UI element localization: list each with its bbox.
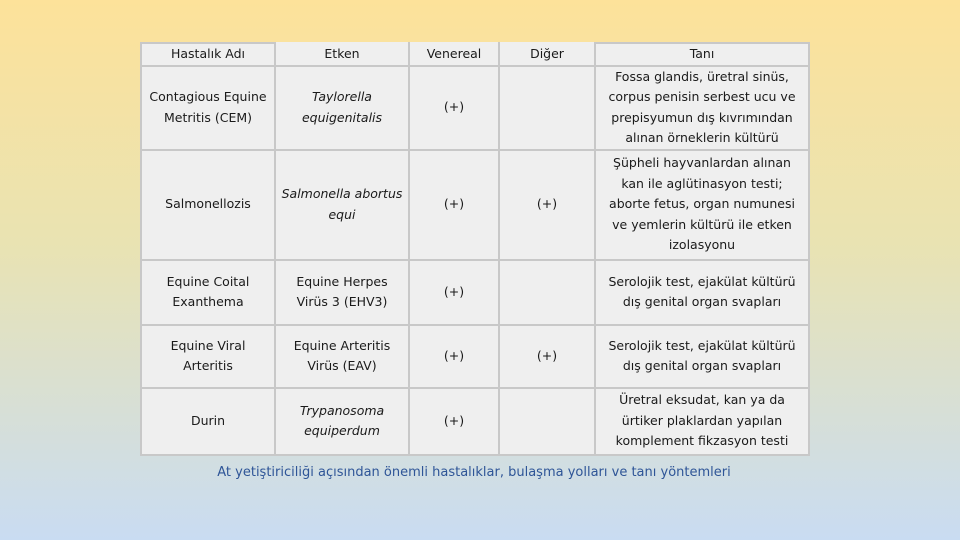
agent-cell: Trypanosoma equiperdum <box>275 388 409 455</box>
agent-cell: Salmonella abortus equi <box>275 150 409 260</box>
header-disease-name: Hastalık Adı <box>141 43 275 66</box>
other-cell <box>499 66 595 150</box>
diagnosis-cell: Serolojik test, ejakülat kültürü dış genital organ svapları <box>595 260 809 325</box>
other-cell <box>499 260 595 325</box>
diagnosis-cell: Serolojik test, ejakülat kültürü dış genital organ svapları <box>595 325 809 388</box>
agent-cell: Equine Arteritis Virüs (EAV) <box>275 325 409 388</box>
header-venereal: Venereal <box>409 43 499 66</box>
disease-name-cell: Equine Viral Arteritis <box>141 325 275 388</box>
table-row <box>141 325 809 388</box>
disease-name-cell: Durin <box>141 388 275 455</box>
table-row <box>141 66 809 150</box>
table-row <box>141 388 809 455</box>
venereal-cell: (+) <box>409 325 499 388</box>
venereal-cell: (+) <box>409 260 499 325</box>
table-row <box>141 260 809 325</box>
other-cell: (+) <box>499 150 595 260</box>
header-agent: Etken <box>275 43 409 66</box>
other-cell: (+) <box>499 325 595 388</box>
venereal-cell: (+) <box>409 66 499 150</box>
disease-table <box>140 42 810 456</box>
table-caption: At yetiştiriciliği açısından önemli hastalıklar, bulaşma yolları ve tanı yöntemleri <box>217 465 731 480</box>
venereal-cell: (+) <box>409 388 499 455</box>
header-row <box>141 43 809 66</box>
disease-name-cell: Equine Coital Exanthema <box>141 260 275 325</box>
agent-cell: Taylorella equigenitalis <box>275 66 409 150</box>
diagnosis-cell: Fossa glandis, üretral sinüs, corpus penisin serbest ucu ve prepisyumun dış kıvrımından alınan örneklerin kültürü <box>595 66 809 150</box>
diagnosis-cell: Şüpheli hayvanlardan alınan kan ile aglütinasyon testi; aborte fetus, organ numunesi ve yemlerin kültürü ile etken izolasyonu <box>595 150 809 260</box>
disease-name-cell: Salmonellozis <box>141 150 275 260</box>
header-other: Diğer <box>499 43 595 66</box>
agent-cell: Equine Herpes Virüs 3 (EHV3) <box>275 260 409 325</box>
table-row <box>141 150 809 260</box>
disease-name-cell: Contagious Equine Metritis (CEM) <box>141 66 275 150</box>
diagnosis-cell: Üretral eksudat, kan ya da ürtiker plaklardan yapılan komplement fikzasyon testi <box>595 388 809 455</box>
header-diagnosis: Tanı <box>595 43 809 66</box>
other-cell <box>499 388 595 455</box>
venereal-cell: (+) <box>409 150 499 260</box>
